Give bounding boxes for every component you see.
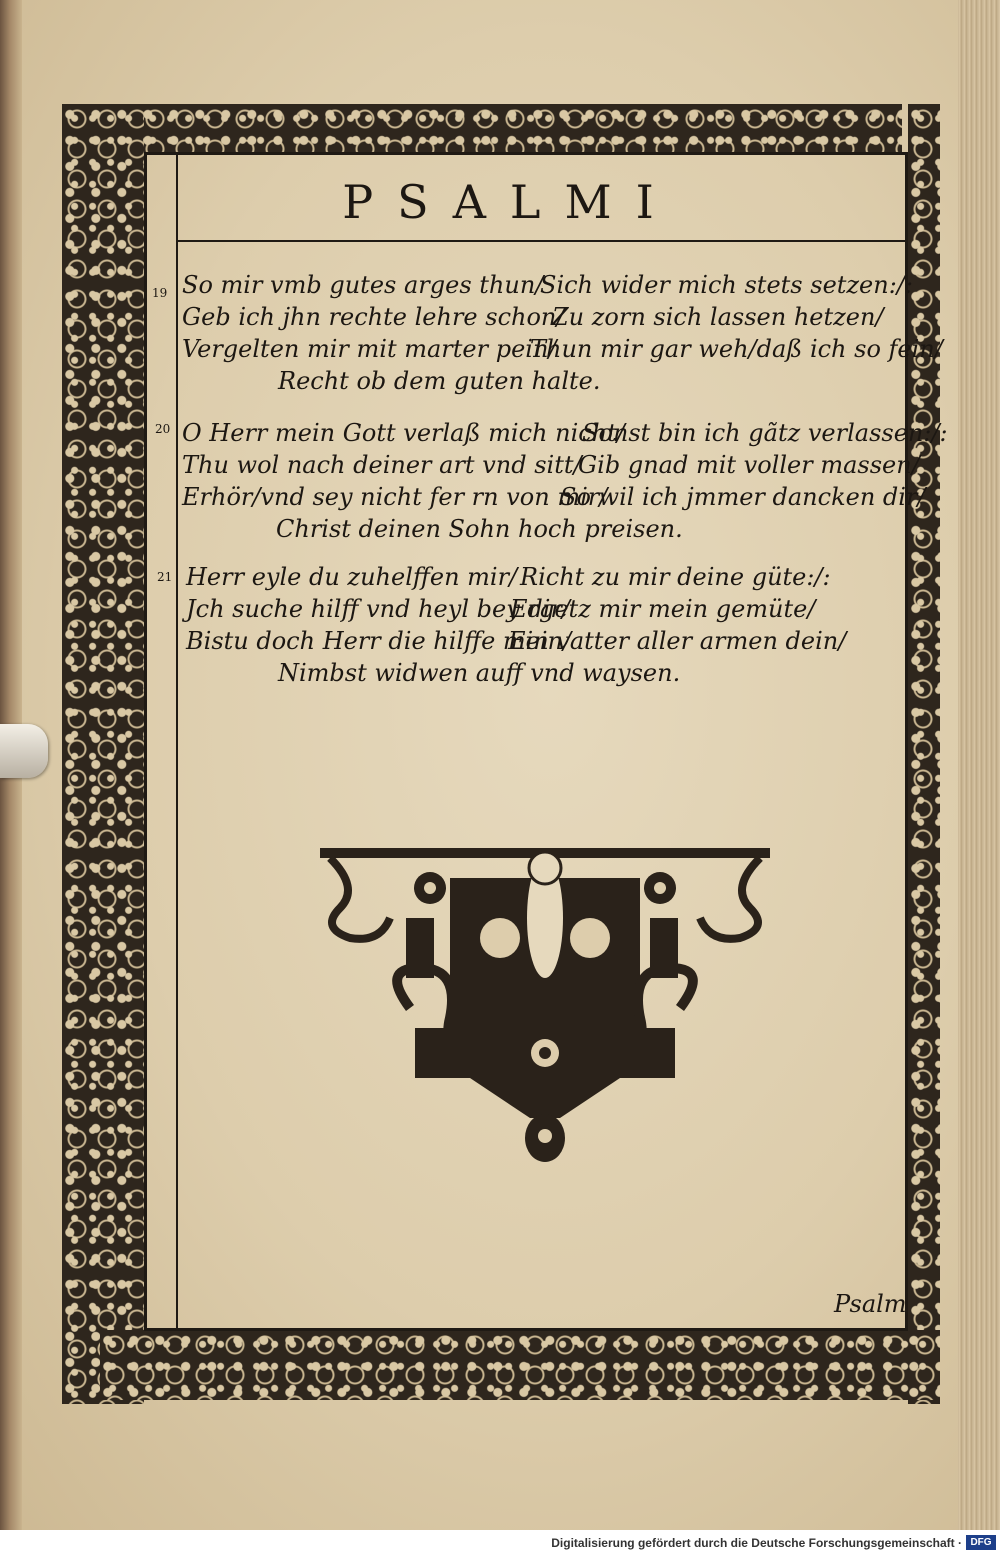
verse-line: Zu zorn sich lassen hetzen/	[552, 303, 884, 331]
catchword: Psalm	[834, 1290, 907, 1318]
frame-rule-inner-left	[176, 152, 178, 1330]
verse-number: 21	[157, 570, 173, 584]
verse-line: Geb ich jhn rechte lehre schon/	[182, 303, 565, 331]
verse-line: Bistu doch Herr die hilffe mein/	[186, 627, 572, 655]
footer-credit: Digitalisierung gefördert durch die Deutsche Forschungsgemeinschaft ·	[551, 1536, 962, 1550]
verse-line: Richt zu mir deine güte:/:	[520, 563, 831, 591]
verse-line: Erhör/vnd sey nicht fer rn von mir/	[182, 483, 608, 511]
frame-rule-bottom	[144, 1328, 908, 1331]
frame-rule-header	[176, 240, 906, 242]
verse-line: Jch suche hilff vnd heyl bey dir/	[186, 595, 570, 623]
verse-line: Ein vatter aller armen dein/	[508, 627, 847, 655]
verse-line: So mir vmb gutes arges thun/	[182, 271, 544, 299]
verse-number: 19	[152, 286, 168, 300]
ornamental-border-top	[140, 104, 902, 152]
ornamental-border-left	[62, 104, 144, 1404]
page-marker-tab[interactable]	[0, 724, 48, 778]
frame-rule-top	[144, 152, 908, 155]
ornamental-border-bottom	[100, 1330, 940, 1400]
verse-line: Vergelten mir mit marter pein/	[182, 335, 557, 363]
verse-line: Gib gnad mit voller massen/	[578, 451, 920, 479]
verse-line: Sich wider mich stets setzen:/:	[540, 271, 913, 299]
verse-line: Sonst bin ich gãtz verlassen:/:	[582, 419, 948, 447]
frame-rule-right	[905, 152, 908, 1330]
verse-line: Nimbst widwen auff vnd waysen.	[278, 659, 681, 687]
verse-line: Thun mir gar weh/daß ich so fein/	[530, 335, 943, 363]
verse-line: Recht ob dem guten halte.	[278, 367, 601, 395]
page-title: PSALMI	[342, 175, 678, 229]
dfg-logo: DFG	[966, 1535, 996, 1550]
woodcut-ornament	[320, 848, 770, 1164]
verse-number: 20	[155, 422, 171, 436]
verse-line: Ergetz mir mein gemüte/	[510, 595, 816, 623]
verse-line: Thu wol nach deiner art vnd sitt/	[182, 451, 582, 479]
frame-rule-left	[144, 152, 147, 1330]
verse-line: Christ deinen Sohn hoch preisen.	[276, 515, 683, 543]
verse-line: Herr eyle du zuhelffen mir/	[186, 563, 518, 591]
footer-bar	[0, 1530, 1000, 1556]
page-edges	[958, 0, 1000, 1530]
verse-line: O Herr mein Gott verlaß mich nicht/	[182, 419, 625, 447]
verse-line: So wil ich jmmer dancken dir/	[560, 483, 926, 511]
